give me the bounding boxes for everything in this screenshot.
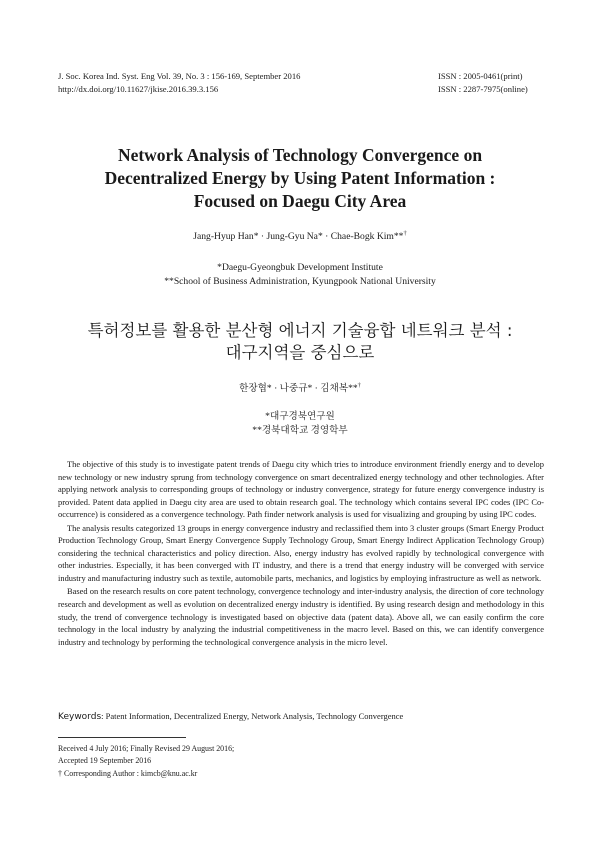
corresponding-author-text[interactable]: Corresponding Author : kimcb@knu.ac.kr (63, 768, 198, 778)
journal-citation: J. Soc. Korea Ind. Syst. Eng Vol. 39, No. 3 : 156-169, September 2016 (58, 71, 301, 81)
english-title-line3: Focused on Daegu City Area (193, 191, 407, 211)
issn-block (438, 70, 528, 96)
affiliation-1: *Daegu-Gyeongbuk Development Institute (217, 262, 383, 273)
abstract-paragraph-1: The objective of this study is to investigate patent trends of Daegu city which tries to introduce environment friendly energy and to develop new technology or new industry sprung from technology convergence on smart decentralized energy technology and other technologies. After applying network analysis to corresponding groups of technology or industry convergence, strategy for future energy convergence industry is provided. Patent data applied in Daegu city area are used to obtain research goal. The technology which contains several IPC codes (IPC Co-occurrence) is considered as a convergence technology. Path finder network analysis is used for visualizing and grouping by using IPC codes. (58, 459, 544, 520)
footnotes (58, 743, 234, 780)
english-title-line1: Network Analysis of Technology Convergence on (117, 145, 483, 165)
korean-title (40, 320, 560, 364)
doi-link[interactable]: http://dx.doi.org/10.11627/jkise.2016.39.3.156 (58, 84, 219, 94)
korean-author-list: 한장협* · 나중규* · 김채복** (239, 383, 358, 394)
dagger-mark: † (58, 768, 62, 778)
abstract-paragraph-2: The analysis results categorized 13 groups in energy convergence industry and reclassified them into 3 cluster groups (Smart Energy Product Production Technology Group, Smart Energy Convergence Supply Technology Group, Smart Energy Indirect Application Technology Group) considering the technical characteristics and policy direction. Also, energy industry has evolved rapidly by technological convergence with other industries. Especially, it has been converged with IT industry, and there is a trend that energy industry will be converged with service industry and manufacturing industry such as textile, automobile parts, mechanics, and logistics by employing infrastructure as well as network. (58, 522, 544, 583)
keywords-label: Keywords (58, 712, 102, 722)
received-date: Received 4 July 2016; Finally Revised 29 August 2016; (58, 744, 235, 753)
english-title (40, 144, 560, 213)
keywords-text: : Patent Information, Decentralized Energy, Network Analysis, Technology Convergence (101, 711, 404, 721)
korean-corresponding-mark: † (357, 381, 361, 389)
keywords (58, 711, 548, 722)
korean-affiliations (40, 410, 560, 438)
korean-authors (40, 380, 560, 394)
korean-title-line1: 특허정보를 활용한 분산형 에너지 기술융합 네트워크 분석 : (87, 321, 513, 340)
affiliation-2: **School of Business Administration, Kyungpook National University (164, 275, 436, 287)
accepted-date: Accepted 19 September 2016 (58, 756, 152, 766)
journal-header (58, 70, 300, 96)
abstract (58, 458, 544, 649)
english-author-list: Jang-Hyup Han* · Jung-Gyu Na* · Chae-Bogk Kim** (193, 231, 404, 242)
english-affiliations (40, 261, 560, 288)
corresponding-mark: † (403, 229, 407, 237)
korean-affiliation-1: *대구경북연구원 (265, 411, 335, 422)
footnote-rule (58, 737, 186, 738)
english-authors (40, 231, 560, 242)
english-title-line2: Decentralized Energy by Using Patent Information : (104, 168, 496, 188)
abstract-paragraph-3: Based on the research results on core patent technology, convergence technology and inter-industry analysis, the direction of core technology research and development as well as evolution on decentralized energy industry is identified. By using research design and methodology in this study, the trend of convergence technology is investigated based on objective data (patent data). Above all, we can easily confirm the core technology in the local industry by analyzing the industrial competitiveness in the macro level. Based on this, we can identify convergence industry and technology by performing the technological convergence analysis in the micro level. (58, 586, 544, 647)
korean-affiliation-2: **경북대학교 경영학부 (252, 425, 348, 436)
issn-online: ISSN : 2287-7975(online) (438, 84, 528, 94)
korean-title-line2: 대구지역을 중심으로 (225, 343, 375, 362)
corresponding-author (58, 768, 234, 780)
issn-print: ISSN : 2005-0461(print) (438, 71, 523, 81)
